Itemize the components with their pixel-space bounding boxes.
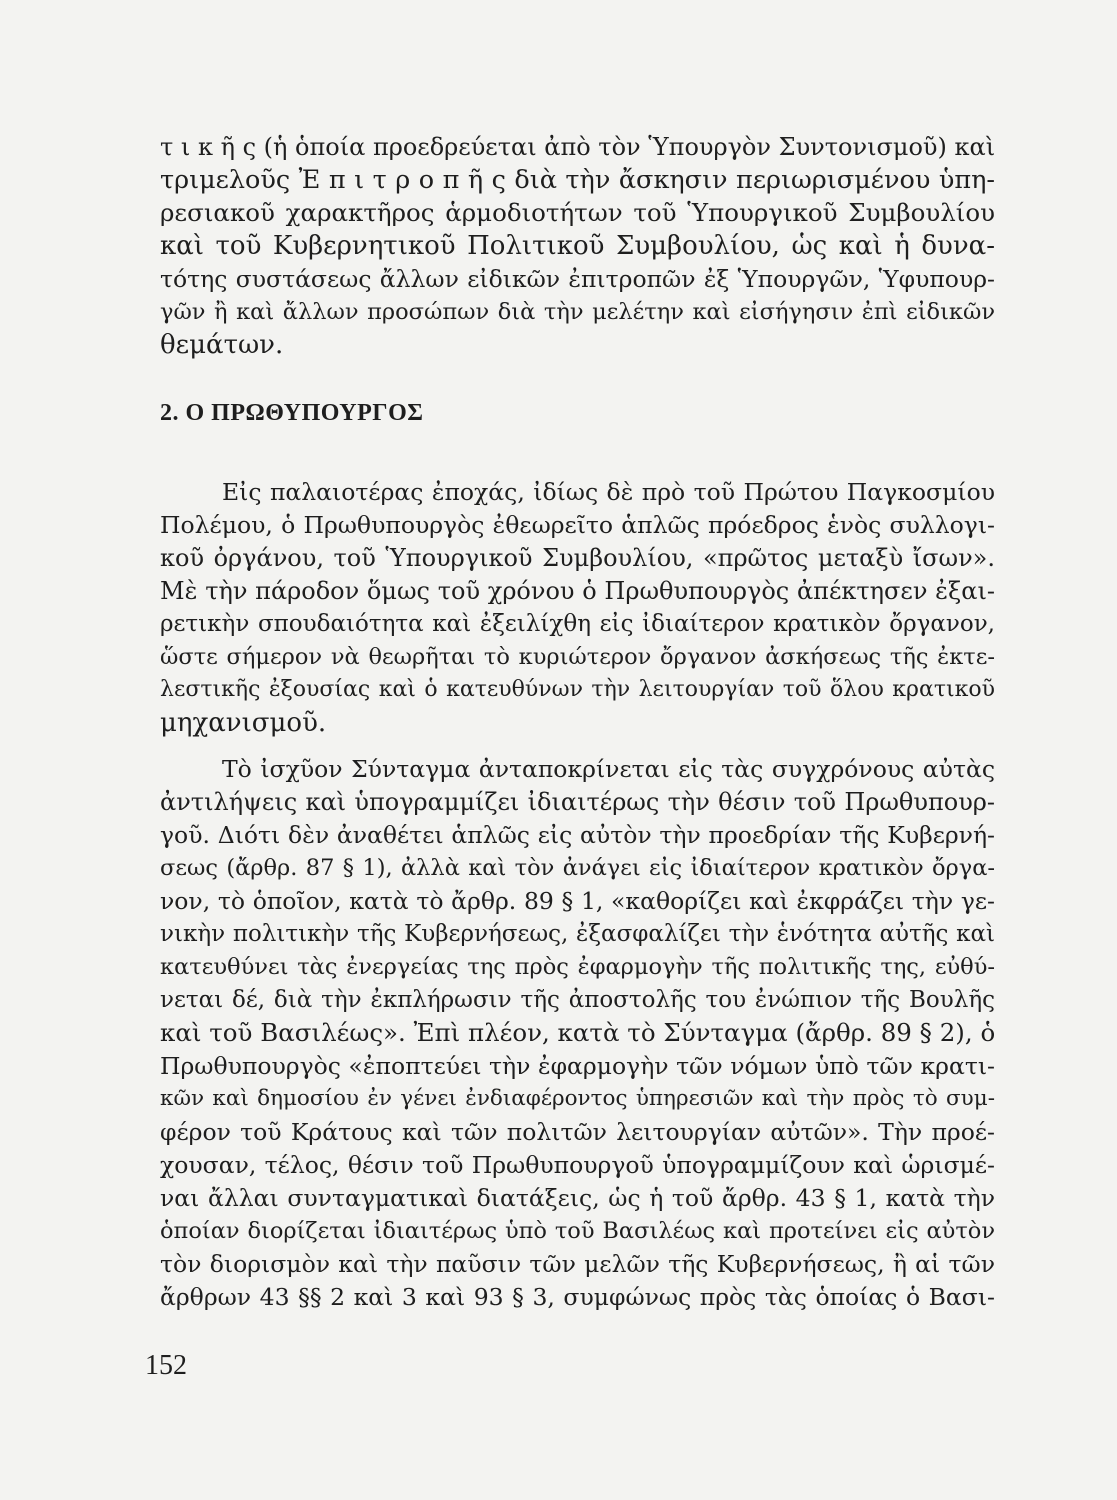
- text-line: ἄρθρων 43 §§ 2 καὶ 3 καὶ 93 § 3, συμφώνως πρὸς τὰς ὁποίας ὁ Βασι-: [160, 1283, 995, 1311]
- text-line: λεστικῆς ἐξουσίας καὶ ὁ κατευθύνων τὴν λειτουργίαν τοῦ ὅλου κρατικοῦ: [160, 677, 995, 702]
- text-line: Εἰς παλαιοτέρας ἐποχάς, ἰδίως δὲ πρὸ τοῦ Πρώτου Παγκοσμίου: [222, 478, 995, 506]
- text-line: νικὴν πολιτικὴν τῆς Κυβερνήσεως, ἐξασφαλίζει τὴν ἑνότητα αὐτῆς καὶ: [160, 921, 995, 947]
- text-line: Πολέμου, ὁ Πρωθυπουργὸς ἐθεωρεῖτο ἁπλῶς πρόεδρος ἑνὸς συλλογι-: [160, 511, 995, 539]
- text-line: ναι ἄλλαι συνταγματικαὶ διατάξεις, ὡς ἡ τοῦ ἄρθρ. 43 § 1, κατὰ τὴν: [160, 1184, 995, 1212]
- text-line: χουσαν, τέλος, θέσιν τοῦ Πρωθυπουργοῦ ὑπογραμμίζουν καὶ ὡρισμέ-: [160, 1151, 995, 1179]
- section-heading: 2. Ο ΠΡΩΘΥΠΟΥΡΓΟΣ: [160, 400, 424, 426]
- text-line: νον, τὸ ὁποῖον, κατὰ τὸ ἄρθρ. 89 § 1, «καθορίζει καὶ ἐκφράζει τὴν γε-: [160, 887, 995, 915]
- text-line: καὶ τοῦ Βασιλέως». Ἐπὶ πλέον, κατὰ τὸ Σύνταγμα (ἄρθρ. 89 § 2), ὁ: [160, 1018, 996, 1047]
- text-line: τριμελοῦς Ἐ π ι τ ρ ο π ῆ ς διὰ τὴν ἄσκησιν περιωρισμένου ὑπη-: [160, 165, 995, 195]
- text-line: τὸν διορισμὸν καὶ τὴν παῦσιν τῶν μελῶν τῆς Κυβερνήσεως, ἢ αἱ τῶν: [160, 1250, 995, 1278]
- text-line: Πρωθυπουργὸς «ἐποπτεύει τὴν ἐφαρμογὴν τῶν νόμων ὑπὸ τῶν κρατι-: [160, 1052, 995, 1080]
- text-line: κῶν καὶ δημοσίου ἐν γένει ἐνδιαφέροντος ὑπηρεσιῶν καὶ τὴν πρὸς τὸ συμ-: [160, 1086, 995, 1111]
- text-line: ἀντιλήψεις καὶ ὑπογραμμίζει ἰδιαιτέρως τὴν θέσιν τοῦ Πρωθυπουρ-: [160, 788, 995, 816]
- text-line: ὥστε σήμερον νὰ θεωρῆται τὸ κυριώτερον ὄργανον ἀσκήσεως τῆς ἐκτε-: [160, 644, 995, 670]
- text-line: καὶ τοῦ Κυβερνητικοῦ Πολιτικοῦ Συμβουλίου, ὡς καὶ ἡ δυνα-: [160, 231, 995, 261]
- text-line: γῶν ἢ καὶ ἄλλων προσώπων διὰ τὴν μελέτην καὶ εἰσήγησιν ἐπὶ εἰδικῶν: [160, 299, 995, 325]
- text-line: γοῦ. Διότι δὲν ἀναθέτει ἁπλῶς εἰς αὐτὸν τὴν προεδρίαν τῆς Κυβερνή-: [160, 821, 995, 849]
- text-line: σεως (ἄρθρ. 87 § 1), ἀλλὰ καὶ τὸν ἀνάγει εἰς ἰδιαίτερον κρατικὸν ὄργα-: [160, 855, 995, 881]
- text-line: Τὸ ἰσχῦον Σύνταγμα ἀνταποκρίνεται εἰς τὰς συγχρόνους αὐτὰς: [222, 755, 995, 783]
- text-line: θεμάτων.: [160, 330, 284, 360]
- text-line: φέρον τοῦ Κράτους καὶ τῶν πολιτῶν λειτουργίαν αὐτῶν». Τὴν προέ-: [160, 1118, 995, 1146]
- text-line: κοῦ ὀργάνου, τοῦ Ὑπουργικοῦ Συμβουλίου, «πρῶτος μεταξὺ ἴσων».: [160, 544, 995, 572]
- text-line: Μὲ τὴν πάροδον ὅμως τοῦ χρόνου ὁ Πρωθυπουργὸς ἀπέκτησεν ἐξαι-: [160, 577, 995, 605]
- text-line: ρετικὴν σπουδαιότητα καὶ ἐξειλίχθη εἰς ἰδιαίτερον κρατικὸν ὄργανον,: [160, 611, 995, 637]
- text-line: ὁποίαν διορίζεται ἰδιαιτέρως ὑπὸ τοῦ Βασιλέως καὶ προτείνει εἰς αὐτὸν: [160, 1218, 995, 1244]
- text-line: τ ι κ ῆ ς (ἡ ὁποία προεδρεύεται ἀπὸ τὸν Ὑπουργὸν Συντονισμοῦ) καὶ: [160, 133, 996, 161]
- text-line: τότης συστάσεως ἄλλων εἰδικῶν ἐπιτροπῶν ἐξ Ὑπουργῶν, Ὑφυπουρ-: [160, 265, 995, 293]
- text-line: νεται δέ, διὰ τὴν ἐκπλήρωσιν τῆς ἀποστολῆς του ἐνώπιον τῆς Βουλῆς: [160, 987, 995, 1013]
- text-line: ρεσιακοῦ χαρακτῆρος ἁρμοδιοτήτων τοῦ Ὑπουργικοῦ Συμβουλίου: [160, 198, 995, 227]
- text-line: κατευθύνει τὰς ἐνεργείας της πρὸς ἐφαρμογὴν τῆς πολιτικῆς της, εὐθύ-: [160, 954, 995, 980]
- text-line: μηχανισμοῦ.: [160, 708, 327, 738]
- page-number: 152: [145, 1350, 187, 1381]
